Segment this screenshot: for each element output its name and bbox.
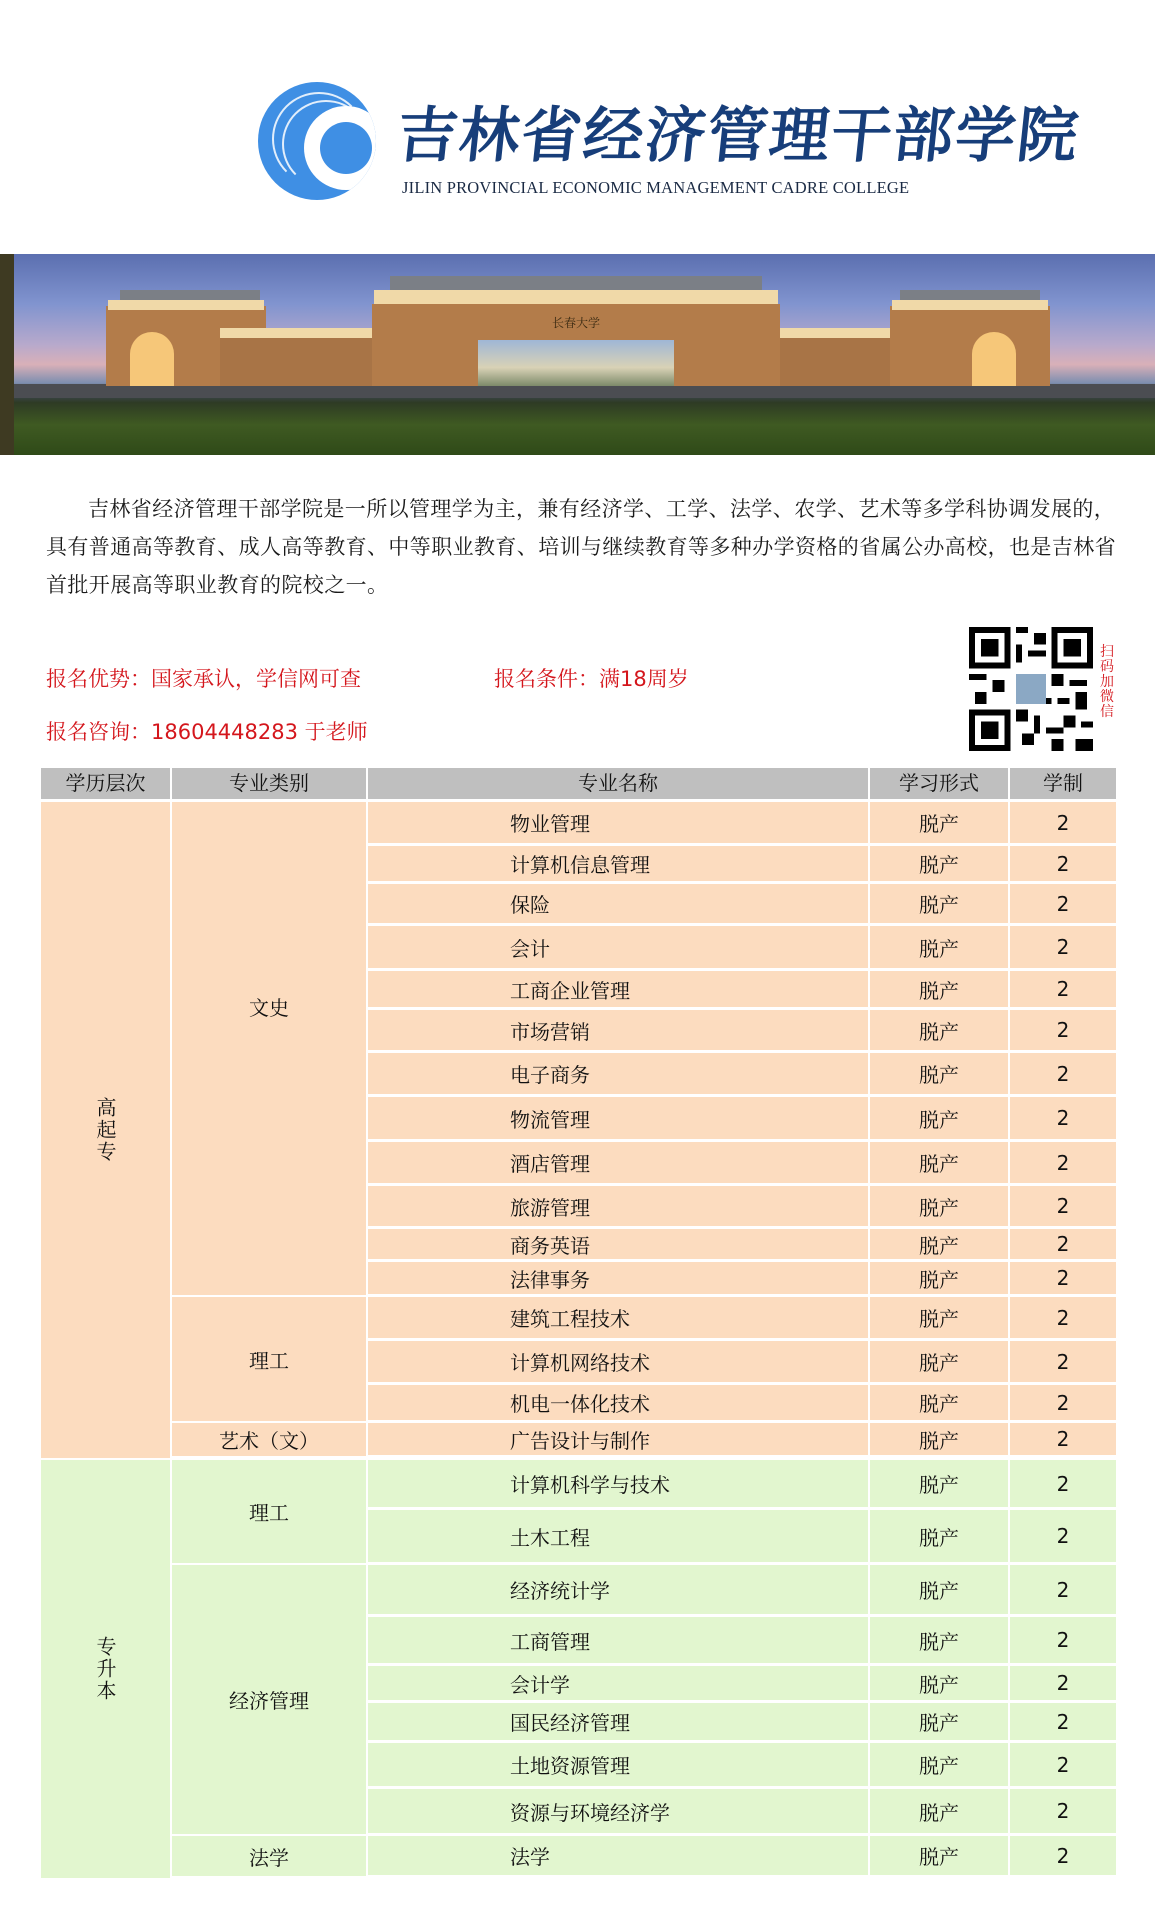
major-name-cell-text: 物业管理 <box>510 812 590 836</box>
major-name-cell-text: 计算机科学与技术 <box>510 1473 670 1497</box>
study-form-cell <box>870 1565 1008 1614</box>
duration-cell <box>1010 1097 1116 1139</box>
duration-cell-text: 2 <box>1056 851 1070 876</box>
duration-cell-text: 2 <box>1056 1752 1070 1777</box>
major-name-cell <box>368 1297 868 1338</box>
major-name-cell-text: 工商管理 <box>510 1629 590 1654</box>
level-cell-text: 专升本 <box>93 1636 117 1702</box>
study-form-cell-text: 脱产 <box>919 1473 959 1497</box>
duration-cell <box>1010 1229 1116 1259</box>
study-form-cell <box>870 1617 1008 1663</box>
study-form-cell <box>870 1743 1008 1786</box>
left-colonnade-trim <box>220 328 374 338</box>
study-form-cell <box>870 1385 1008 1420</box>
college-emblem-icon <box>258 82 376 200</box>
duration-cell-text: 2 <box>1056 935 1070 959</box>
major-name-cell-text: 商务英语 <box>510 1233 590 1258</box>
duration-cell <box>1010 1053 1116 1094</box>
major-name-cell-text: 资源与环境经济学 <box>510 1800 670 1825</box>
level-cell <box>41 1460 170 1878</box>
duration-cell-text: 2 <box>1056 1577 1070 1602</box>
duration-cell-text: 2 <box>1056 1194 1070 1218</box>
duration-cell-text: 2 <box>1056 1799 1070 1823</box>
major-name-cell-text: 工商企业管理 <box>510 978 630 1003</box>
study-form-cell <box>870 1460 1008 1507</box>
duration-cell-text: 2 <box>1056 1018 1070 1042</box>
major-name-cell-text: 经济统计学 <box>510 1579 610 1603</box>
duration-cell <box>1010 926 1116 968</box>
duration-cell <box>1010 1666 1116 1700</box>
wechat-qr-code[interactable] <box>968 627 1094 751</box>
study-form-cell-text: 脱产 <box>919 1351 959 1375</box>
center-trim <box>374 290 778 304</box>
study-form-cell <box>870 1423 1008 1455</box>
major-name-cell <box>368 1385 868 1420</box>
major-name-cell-text: 旅游管理 <box>510 1195 590 1220</box>
duration-cell-text: 2 <box>1056 1232 1070 1256</box>
major-name-cell-text: 广告设计与制作 <box>510 1428 650 1453</box>
study-form-cell-text: 脱产 <box>919 1233 959 1258</box>
category-cell-text: 法学 <box>249 1845 289 1870</box>
college-name: 吉林省经济管理干部学院 <box>393 101 1084 171</box>
right-trim <box>892 300 1048 310</box>
registration-condition: 报名条件：满18周岁 <box>494 667 689 691</box>
study-form-cell <box>870 1341 1008 1382</box>
major-name-cell-text: 法学 <box>510 1845 550 1869</box>
category-cell <box>172 802 366 1295</box>
duration-cell-text: 2 <box>1056 1628 1070 1652</box>
major-name-cell-text: 机电一体化技术 <box>510 1392 650 1416</box>
major-name-cell <box>368 1789 868 1833</box>
study-form-cell-text: 脱产 <box>919 978 959 1003</box>
duration-cell-text: 2 <box>1056 1524 1070 1548</box>
major-name-cell-text: 计算机网络技术 <box>510 1351 650 1375</box>
study-form-cell-text: 脱产 <box>919 812 959 836</box>
road <box>0 384 1155 398</box>
study-form-cell-text: 脱产 <box>919 1392 959 1416</box>
duration-cell <box>1010 1565 1116 1614</box>
study-form-cell-text: 脱产 <box>919 1711 959 1735</box>
major-name-cell-text: 会计 <box>510 936 550 961</box>
duration-cell <box>1010 1262 1116 1294</box>
study-form-cell-text: 脱产 <box>919 1629 959 1654</box>
registration-consult: 报名咨询：18604448283 于老师 <box>46 720 368 744</box>
study-form-cell-text: 脱产 <box>919 893 959 917</box>
study-form-cell-text: 脱产 <box>919 1107 959 1132</box>
study-form-cell <box>870 1186 1008 1226</box>
major-name-cell <box>368 1229 868 1259</box>
category-cell-text: 理工 <box>249 1348 289 1373</box>
major-name-cell <box>368 1142 868 1183</box>
duration-cell <box>1010 1010 1116 1050</box>
major-name-cell <box>368 1617 868 1663</box>
duration-cell-text: 2 <box>1056 1150 1070 1175</box>
duration-cell-text: 2 <box>1056 1390 1070 1415</box>
study-form-cell-text: 脱产 <box>919 1307 959 1331</box>
major-name-cell <box>368 971 868 1007</box>
study-form-cell-text: 脱产 <box>919 1525 959 1550</box>
major-name-cell <box>368 1186 868 1226</box>
level-cell-text: 高起专 <box>93 1097 117 1163</box>
major-name-cell <box>368 1010 868 1050</box>
major-name-cell <box>368 1423 868 1455</box>
category-cell <box>172 1460 366 1563</box>
study-form-cell-text: 脱产 <box>919 1754 959 1778</box>
major-name-cell <box>368 1666 868 1700</box>
major-name-cell <box>368 1836 868 1875</box>
major-name-cell-text: 土地资源管理 <box>510 1754 630 1778</box>
study-form-cell <box>870 884 1008 923</box>
major-name-cell-text: 酒店管理 <box>510 1152 590 1176</box>
major-name-cell-text: 电子商务 <box>510 1063 590 1087</box>
duration-cell-text: 2 <box>1056 891 1070 916</box>
duration-cell-text: 2 <box>1056 1471 1070 1496</box>
duration-cell <box>1010 1510 1116 1562</box>
major-name-cell-text: 计算机信息管理 <box>510 853 650 877</box>
duration-cell <box>1010 802 1116 843</box>
left-arch <box>130 332 174 386</box>
category-cell <box>172 1836 366 1876</box>
col-header-study-form: 学习形式 <box>870 768 1008 799</box>
study-form-cell <box>870 1010 1008 1050</box>
major-name-cell <box>368 846 868 881</box>
category-cell <box>172 1423 366 1456</box>
major-name-cell <box>368 1565 868 1614</box>
major-name-cell <box>368 802 868 843</box>
duration-cell-text: 2 <box>1056 1266 1070 1290</box>
duration-cell-text: 2 <box>1056 977 1070 1001</box>
duration-cell-text: 2 <box>1056 1671 1070 1695</box>
duration-cell-text: 2 <box>1056 1427 1070 1451</box>
study-form-cell-text: 脱产 <box>919 1579 959 1603</box>
campus-gate-banner <box>0 254 1155 455</box>
duration-cell-text: 2 <box>1056 1106 1070 1130</box>
duration-cell-text: 2 <box>1056 1709 1070 1734</box>
duration-cell <box>1010 971 1116 1007</box>
qr-caption: 扫码加微信 <box>1100 644 1114 720</box>
col-header-level: 学历层次 <box>41 768 170 799</box>
duration-cell <box>1010 1617 1116 1663</box>
study-form-cell <box>870 1703 1008 1740</box>
emblem-core <box>320 122 372 174</box>
duration-cell-text: 2 <box>1056 1061 1070 1086</box>
category-cell-text: 艺术（文） <box>219 1429 319 1453</box>
duration-cell <box>1010 1789 1116 1833</box>
major-name-cell <box>368 1053 868 1094</box>
level-cell <box>41 802 170 1458</box>
major-name-cell-text: 建筑工程技术 <box>510 1307 630 1331</box>
study-form-cell <box>870 802 1008 843</box>
major-name-cell <box>368 1703 868 1740</box>
study-form-cell <box>870 1297 1008 1338</box>
study-form-cell <box>870 1229 1008 1259</box>
intro-paragraph: 吉林省经济管理干部学院是一所以管理学为主，兼有经济学、工学、法学、农学、艺术等多学科协调发展的，具有普通高等教育、成人高等教育、中等职业教育、培训与继续教育等多种办学资格的省属公办高校，也是吉林省首批开展高等职业教育的院校之一。 <box>46 497 1116 597</box>
duration-cell <box>1010 1142 1116 1183</box>
left-trim <box>108 300 264 310</box>
duration-cell-text: 2 <box>1056 1305 1070 1330</box>
major-name-cell-text: 会计学 <box>510 1672 570 1697</box>
duration-cell <box>1010 846 1116 881</box>
col-header-duration: 学制 <box>1010 768 1116 799</box>
major-name-cell-text: 法律事务 <box>510 1267 590 1292</box>
study-form-cell <box>870 1836 1008 1875</box>
study-form-cell <box>870 846 1008 881</box>
duration-cell <box>1010 1423 1116 1455</box>
category-cell <box>172 1297 366 1421</box>
gate-sign: 长春大学 <box>551 316 600 330</box>
study-form-cell-text: 脱产 <box>919 853 959 877</box>
major-name-cell <box>368 1097 868 1139</box>
major-name-cell-text: 国民经济管理 <box>510 1711 630 1735</box>
study-form-cell <box>870 1053 1008 1094</box>
major-name-cell <box>368 884 868 923</box>
major-name-cell <box>368 1460 868 1507</box>
duration-cell <box>1010 1703 1116 1740</box>
study-form-cell-text: 脱产 <box>919 1063 959 1087</box>
category-cell-text: 文史 <box>249 996 289 1020</box>
duration-cell <box>1010 1186 1116 1226</box>
study-form-cell-text: 脱产 <box>919 1152 959 1176</box>
study-form-cell <box>870 1789 1008 1833</box>
registration-advantage: 报名优势：国家承认，学信网可查 <box>46 667 361 691</box>
category-cell-text: 理工 <box>249 1501 289 1525</box>
left-colonnade <box>220 334 374 386</box>
study-form-cell <box>870 971 1008 1007</box>
study-form-cell <box>870 1262 1008 1294</box>
category-cell-text: 经济管理 <box>229 1689 309 1713</box>
major-name-cell <box>368 1743 868 1786</box>
study-form-cell <box>870 1510 1008 1562</box>
study-form-cell <box>870 1097 1008 1139</box>
duration-cell-text: 2 <box>1056 810 1070 835</box>
study-form-cell-text: 脱产 <box>919 936 959 961</box>
duration-cell <box>1010 1341 1116 1382</box>
duration-cell <box>1010 1836 1116 1875</box>
study-form-cell <box>870 1666 1008 1700</box>
qr-code-icon <box>968 627 1094 751</box>
major-name-cell-text: 土木工程 <box>510 1525 590 1550</box>
duration-cell-text: 2 <box>1056 1843 1070 1868</box>
study-form-cell <box>870 1142 1008 1183</box>
major-name-cell <box>368 926 868 968</box>
major-name-cell-text: 保险 <box>510 893 550 917</box>
major-name-cell <box>368 1510 868 1562</box>
study-form-cell-text: 脱产 <box>919 1672 959 1697</box>
study-form-cell-text: 脱产 <box>919 1019 959 1044</box>
college-name-english: JILIN PROVINCIAL ECONOMIC MANAGEMENT CADRE COLLEGE <box>402 178 910 197</box>
major-name-cell <box>368 1262 868 1294</box>
duration-cell <box>1010 884 1116 923</box>
right-pavilion <box>890 306 1050 386</box>
major-name-cell-text: 市场营销 <box>510 1019 590 1044</box>
duration-cell <box>1010 1297 1116 1338</box>
study-form-cell-text: 脱产 <box>919 1195 959 1220</box>
study-form-cell <box>870 926 1008 968</box>
col-header-category: 专业类别 <box>172 768 366 799</box>
duration-cell <box>1010 1385 1116 1420</box>
study-form-cell-text: 脱产 <box>919 1267 959 1292</box>
right-arch <box>972 332 1016 386</box>
category-cell <box>172 1565 366 1834</box>
study-form-cell-text: 脱产 <box>919 1845 959 1869</box>
major-name-cell <box>368 1341 868 1382</box>
duration-cell <box>1010 1743 1116 1786</box>
study-form-cell-text: 脱产 <box>919 1800 959 1825</box>
duration-cell <box>1010 1460 1116 1507</box>
study-form-cell-text: 脱产 <box>919 1428 959 1453</box>
gate-opening <box>478 340 674 386</box>
col-header-major: 专业名称 <box>368 768 868 799</box>
major-name-cell-text: 物流管理 <box>510 1107 590 1132</box>
duration-cell-text: 2 <box>1056 1349 1070 1374</box>
tree-trunk <box>0 254 14 455</box>
